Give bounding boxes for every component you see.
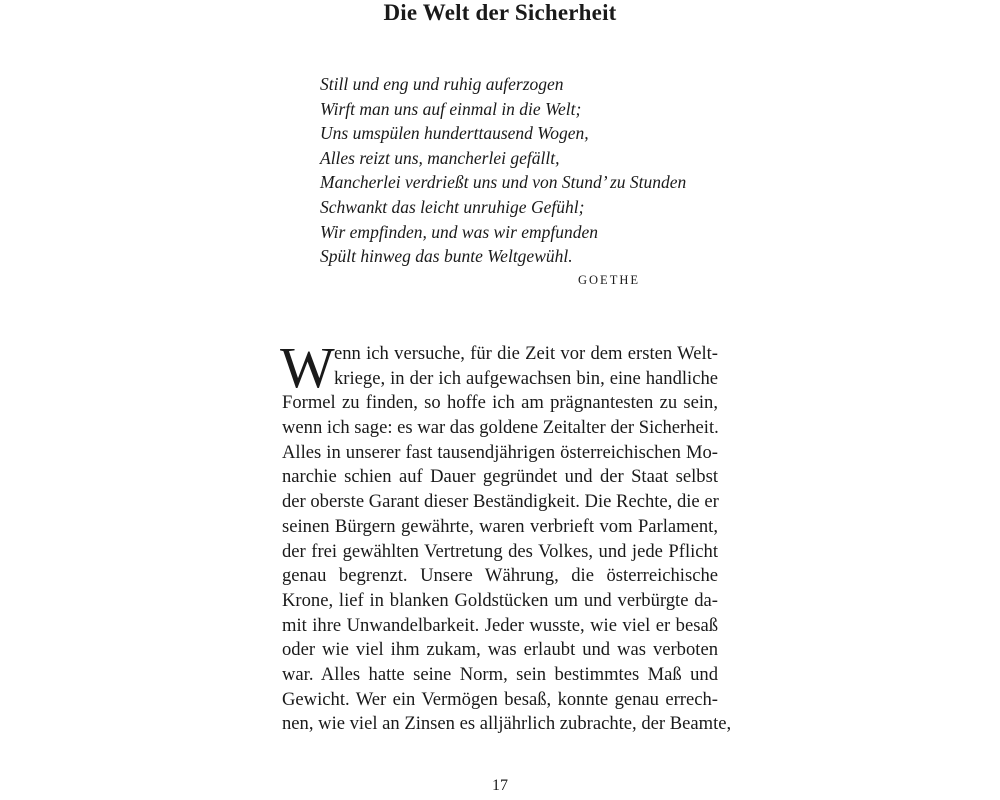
epigraph-line: Uns umspülen hunderttausend Wogen, xyxy=(320,123,589,144)
text-line: Formel zu finden, so hoffe ich am prägnantesten zu sein, xyxy=(282,392,718,414)
page-number: 17 xyxy=(492,777,508,794)
epigraph-line: Schwankt das leicht unruhige Gefühl; xyxy=(320,196,585,217)
epigraph-author: GOETHE xyxy=(578,272,640,287)
epigraph-line: Mancherlei verdrießt uns und von Stund’ zu Stunden xyxy=(320,172,687,193)
epigraph xyxy=(320,72,687,288)
text-line: der frei gewählten Vertretung des Volkes, und jede Pflicht xyxy=(282,540,718,562)
text-line: Gewicht. Wer ein Vermögen besaß, konnte genau errech- xyxy=(282,688,718,710)
text-line: enn ich versuche, für die Zeit vor dem ersten Welt- xyxy=(334,343,718,364)
text-line: Alles in unserer fast tausendjährigen österreichischen Mo- xyxy=(282,441,718,463)
body-text xyxy=(280,335,732,737)
text-line: mit ihre Unwandelbarkeit. Jeder wusste, wie viel er besaß xyxy=(282,614,718,636)
text-line: Krone, lief in blanken Goldstücken um und verbürgte da- xyxy=(282,589,718,611)
text-line: genau begrenzt. Unsere Währung, die österreichische xyxy=(282,565,718,587)
text-line: narchie schien auf Dauer gegründet und der Staat selbst xyxy=(282,466,718,488)
epigraph-line: Spült hinweg das bunte Weltgewühl. xyxy=(320,246,573,267)
text-line: nen, wie viel an Zinsen es alljährlich zubrachte, der Beamte, xyxy=(282,713,732,735)
text-line: oder wie viel ihm zukam, was erlaubt und was verboten xyxy=(282,639,718,661)
text-line: war. Alles hatte seine Norm, sein bestimmtes Maß und xyxy=(282,663,718,685)
epigraph-line: Wirft man uns auf einmal in die Welt; xyxy=(320,98,582,119)
text-line: kriege, in der ich aufgewachsen bin, eine handliche xyxy=(334,367,718,389)
epigraph-line: Alles reizt uns, mancherlei gefällt, xyxy=(320,147,560,168)
chapter-title: Die Welt der Sicherheit xyxy=(383,0,617,25)
epigraph-line: Still und eng und ruhig auferzogen xyxy=(320,74,564,94)
text-line: wenn ich sage: es war das goldene Zeitalter der Sicherheit. xyxy=(282,417,719,439)
text-line: seinen Bürgern gewährte, waren verbrieft vom Parlament, xyxy=(282,515,718,537)
epigraph-line: Wir empfinden, und was wir empfunden xyxy=(320,221,599,242)
text-line: der oberste Garant dieser Beständigkeit. Die Rechte, die er xyxy=(282,491,719,513)
drop-cap: W xyxy=(280,335,335,400)
